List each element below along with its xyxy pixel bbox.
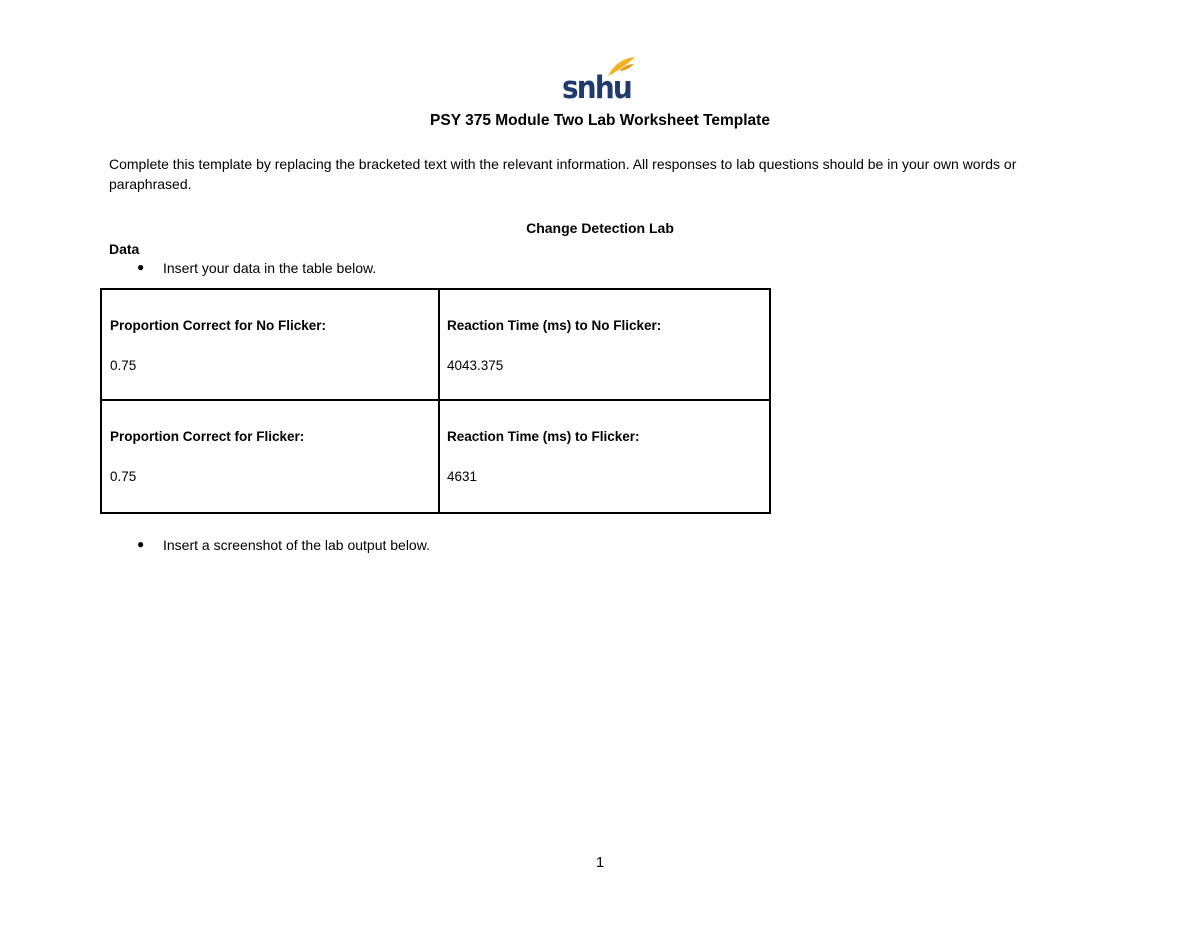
table-cell[interactable] (440, 290, 769, 401)
bullet-icon: ● (137, 260, 145, 274)
cell-value: 0.75 (110, 358, 137, 373)
snhu-logo (562, 56, 636, 106)
table-cell[interactable] (102, 401, 440, 512)
cell-label: Reaction Time (ms) to No Flicker: (447, 318, 662, 333)
data-label: Data (109, 241, 140, 257)
page-title: PSY 375 Module Two Lab Worksheet Template (430, 112, 770, 129)
logo-wordmark: snhu (562, 70, 632, 106)
cell-value: 0.75 (110, 469, 137, 484)
intro-paragraph: Complete this template by replacing the bracketed text with the relevant information. All responses to lab questions should be in your own words or paraphrased. (109, 156, 1017, 192)
cell-label: Proportion Correct for Flicker: (110, 429, 305, 444)
table-cell[interactable] (102, 290, 440, 401)
bullet-text: Insert your data in the table below. (163, 260, 377, 276)
cell-value: 4043.375 (447, 358, 504, 373)
cell-value: 4631 (447, 469, 478, 484)
section-heading: Change Detection Lab (526, 220, 674, 236)
page-number: 1 (595, 854, 605, 871)
bullet-text: Insert a screenshot of the lab output below. (163, 537, 430, 553)
cell-label: Proportion Correct for No Flicker: (110, 318, 327, 333)
table-cell[interactable] (440, 401, 769, 512)
data-table (100, 288, 771, 514)
bullet-icon: ● (137, 537, 145, 551)
cell-label: Reaction Time (ms) to Flicker: (447, 429, 640, 444)
